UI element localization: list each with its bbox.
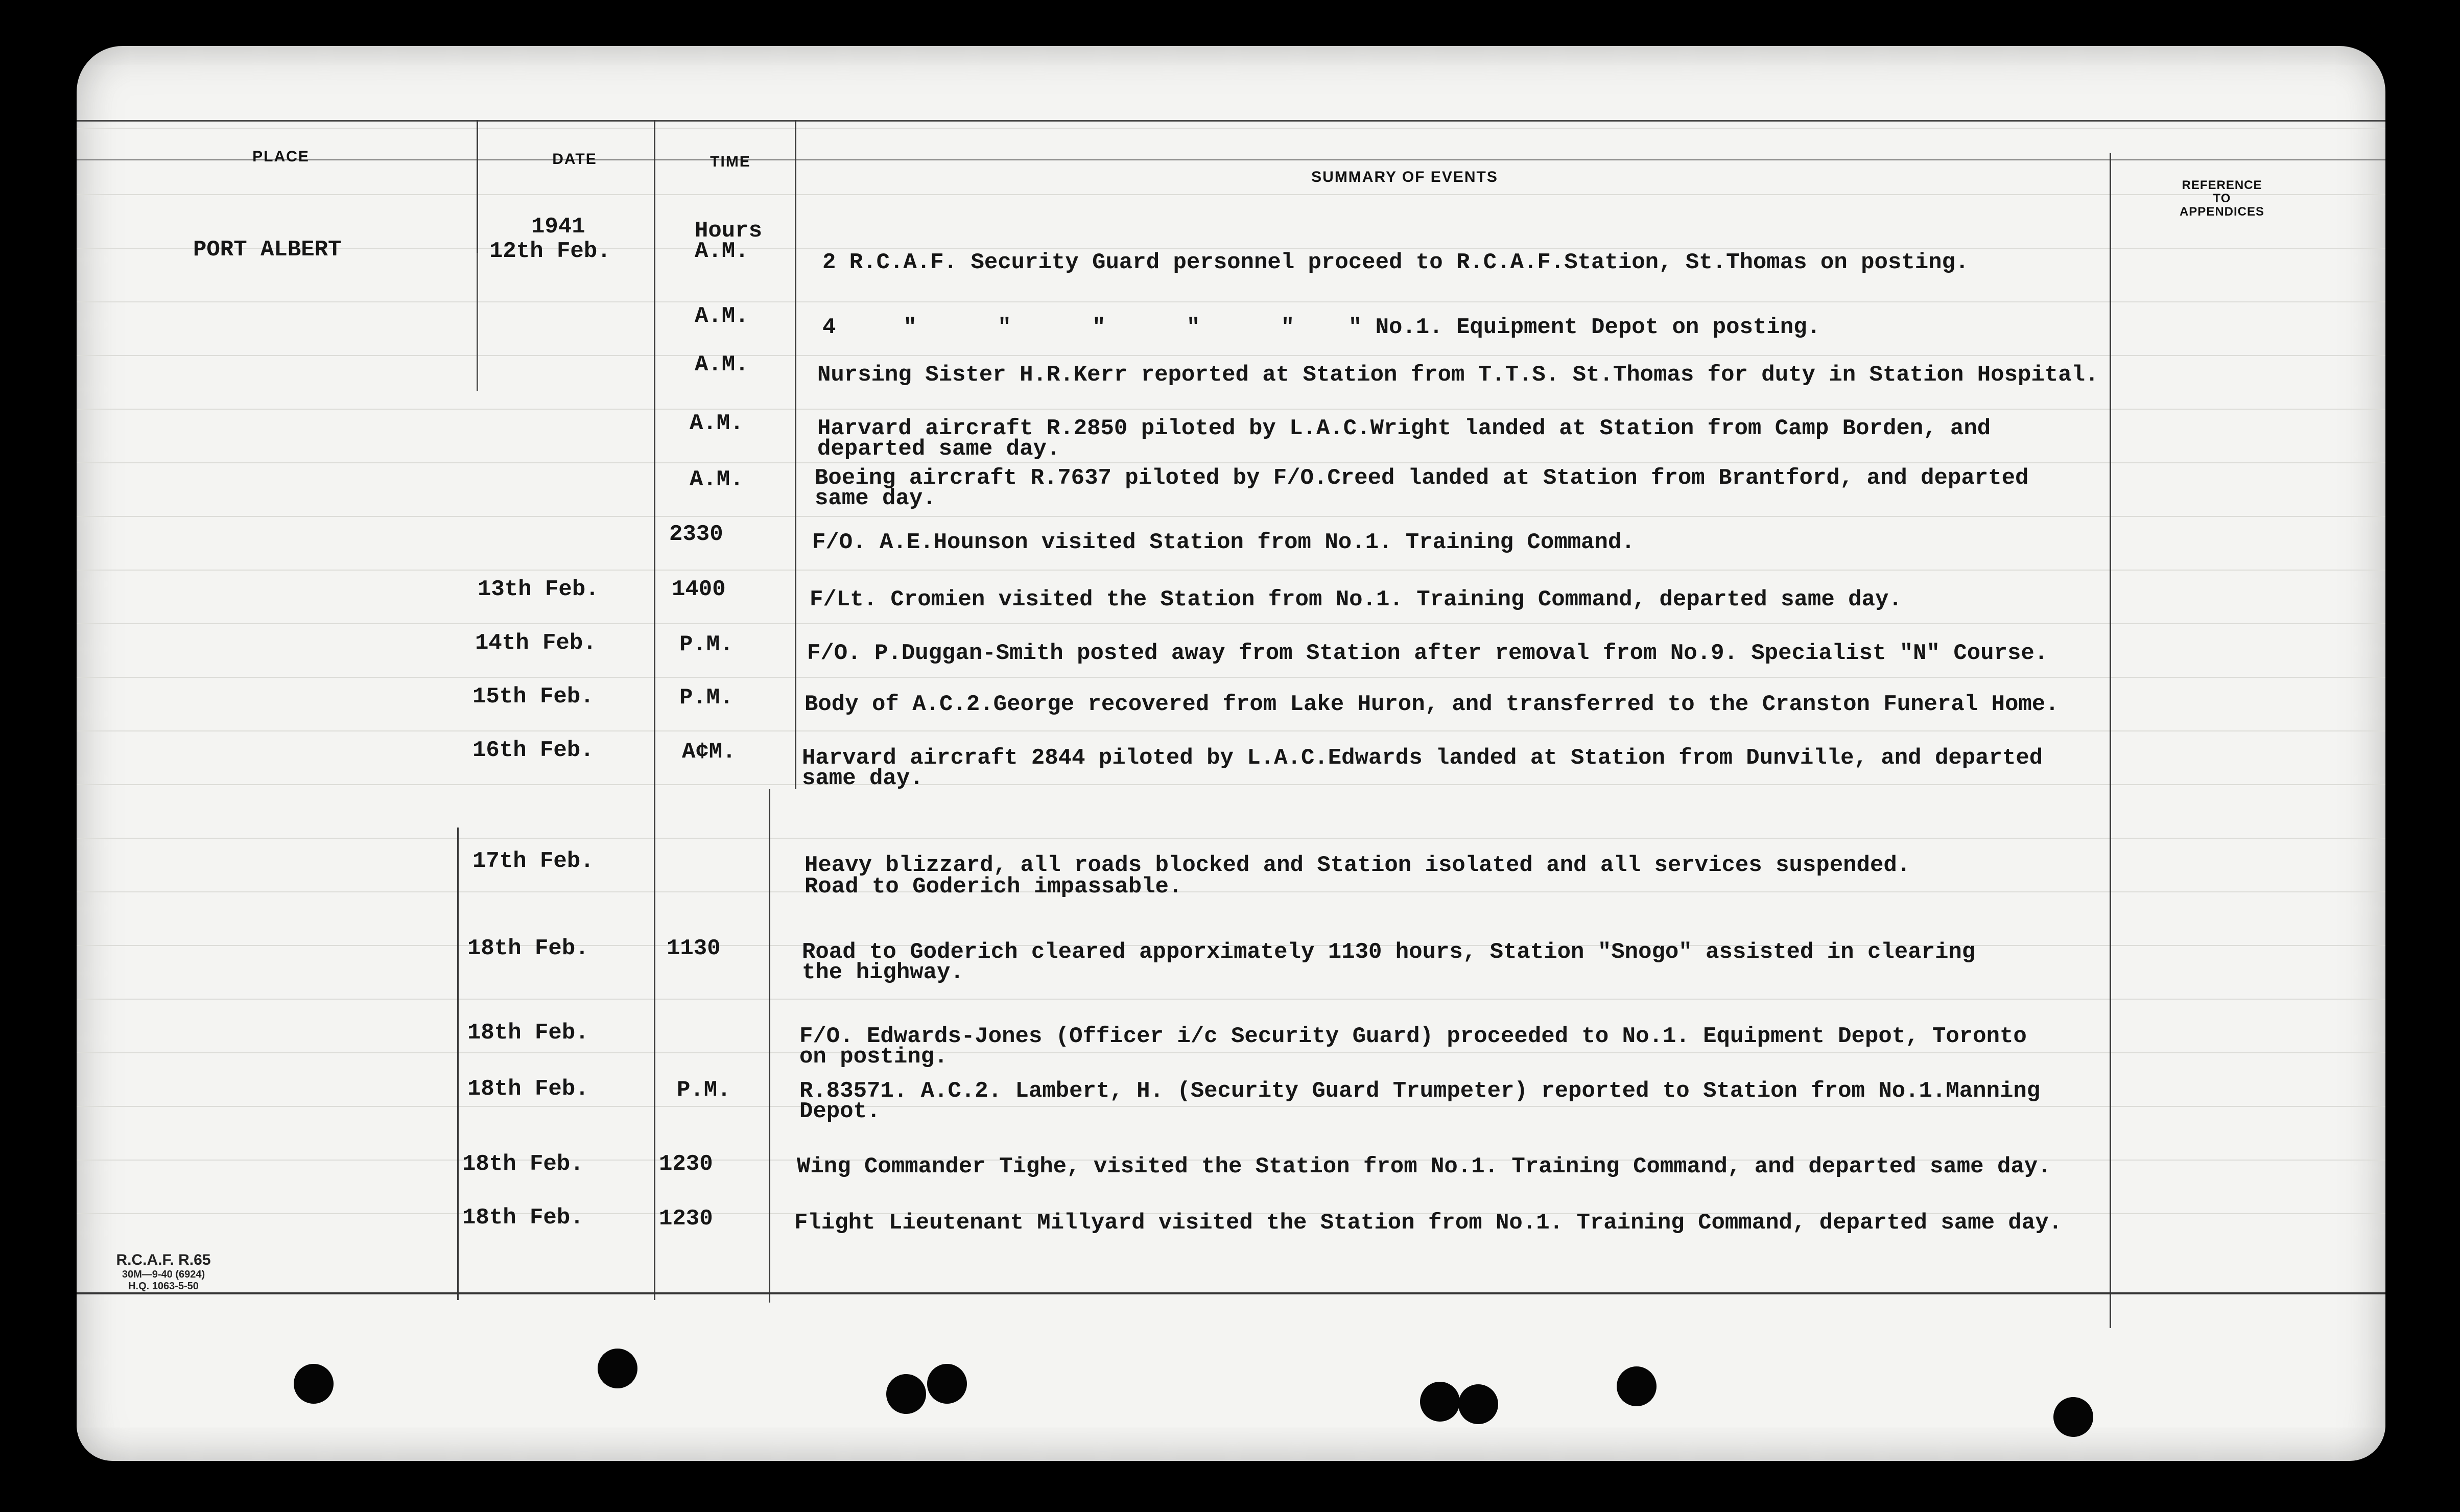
entry-date: 18th Feb. — [462, 1205, 584, 1231]
entry-summary: Harvard aircraft 2844 piloted by L.A.C.Edwards landed at Station from Dunville, and departed — [802, 745, 2043, 771]
entry-summary: Boeing aircraft R.7637 piloted by F/O.Creed landed at Station from Brantford, and departed — [815, 465, 2029, 491]
header-reference-line2: TO — [2213, 192, 2231, 205]
ruled-line — [77, 1052, 2385, 1053]
column-divider-place-lower — [457, 828, 459, 1300]
ruled-line — [77, 409, 2385, 410]
punch-hole — [1420, 1382, 1460, 1422]
header-date: DATE — [552, 151, 597, 168]
entry-summary: Harvard aircraft R.2850 piloted by L.A.C.Wright landed at Station from Camp Borden, and — [817, 416, 1991, 441]
entry-summary: F/Lt. Cromien visited the Station from No.1. Training Command, departed same day. — [810, 587, 1902, 612]
entry-summary-continued: same day. — [815, 486, 936, 511]
ruled-line — [77, 462, 2385, 463]
entry-date: 18th Feb. — [467, 936, 589, 961]
entry-time: P.M. — [677, 1077, 731, 1103]
entry-time: 1230 — [659, 1151, 713, 1177]
entry-summary: Nursing Sister H.R.Kerr reported at Station from T.T.S. St.Thomas for duty in Station Hospital. — [817, 362, 2099, 388]
entry-date: 18th Feb. — [467, 1076, 589, 1102]
header-reference — [2145, 179, 2299, 219]
entry-time: A.M. — [695, 239, 749, 264]
entry-date: 15th Feb. — [472, 684, 594, 710]
entry-summary: Flight Lieutenant Millyard visited the Station from No.1. Training Command, departed same day. — [794, 1210, 2063, 1236]
year: 1941 — [531, 214, 585, 240]
entry-time: A.M. — [690, 411, 744, 436]
header-place: PLACE — [252, 148, 310, 165]
ruled-line — [77, 516, 2385, 517]
column-divider-time-lower — [769, 789, 770, 1303]
punch-hole — [294, 1364, 334, 1404]
ruled-line — [77, 677, 2385, 678]
entry-summary: Heavy blizzard, all roads blocked and Station isolated and all services suspended. — [805, 853, 1911, 878]
ruled-line — [77, 194, 2385, 195]
entry-date: 14th Feb. — [475, 630, 597, 656]
entry-summary-continued: the highway. — [802, 960, 964, 985]
column-divider-place — [477, 120, 478, 253]
entry-summary-continued: same day. — [802, 766, 924, 791]
form-code — [92, 1251, 235, 1292]
punch-hole — [927, 1364, 967, 1404]
form-code-title: R.C.A.F. R.65 — [116, 1251, 211, 1268]
column-divider-time — [795, 120, 796, 789]
entry-summary: Wing Commander Tighe, visited the Station from No.1. Training Command, and departed same day. — [797, 1154, 2051, 1179]
ruled-line — [77, 355, 2385, 356]
entry-time: 2330 — [669, 522, 723, 547]
entry-date: 12th Feb. — [489, 239, 611, 264]
column-divider-place — [477, 253, 478, 391]
entry-date: 18th Feb. — [467, 1020, 589, 1046]
entry-date: 13th Feb. — [478, 577, 599, 602]
entry-time: P.M. — [679, 632, 734, 657]
header-time: TIME — [710, 153, 751, 170]
punch-hole — [1617, 1366, 1657, 1406]
header-summary: SUMMARY OF EVENTS — [1311, 169, 1498, 185]
ruled-line — [77, 784, 2385, 785]
entry-date: 17th Feb. — [472, 848, 594, 874]
entry-summary: F/O. P.Duggan-Smith posted away from Station after removal from No.9. Specialist "N" Course. — [807, 641, 2048, 666]
form-code-print-run: 30M—9-40 (6924) — [122, 1269, 205, 1280]
ruled-line — [77, 838, 2385, 839]
entry-time: 1400 — [672, 577, 726, 602]
entry-summary-continued: Depot. — [799, 1099, 881, 1124]
entry-summary: F/O. Edwards-Jones (Officer i/c Security Guard) proceeded to No.1. Equipment Depot, Toronto — [799, 1024, 2027, 1049]
punch-hole — [598, 1349, 637, 1388]
entry-time: P.M. — [679, 685, 734, 711]
punch-hole — [2053, 1397, 2093, 1437]
ruled-line — [77, 623, 2385, 624]
ruled-line — [77, 128, 2385, 129]
entry-summary: Road to Goderich cleared apporximately 1130 hours, Station "Snogo" assisted in clearing — [802, 939, 1976, 965]
punch-hole — [886, 1374, 926, 1414]
ruled-line — [77, 999, 2385, 1000]
entry-summary-continued: departed same day. — [817, 436, 1060, 462]
diary-sheet — [77, 46, 2385, 1461]
place-name: PORT ALBERT — [193, 237, 342, 263]
entry-summary: R.83571. A.C.2. Lambert, H. (Security Guard Trumpeter) reported to Station from No.1.Manning — [799, 1078, 2041, 1104]
ruled-line — [77, 570, 2385, 571]
ruled-line — [77, 730, 2385, 731]
entry-date: 16th Feb. — [472, 738, 594, 763]
entry-summary: 4 " " " " " " No.1. Equipment Depot on posting. — [822, 315, 1820, 340]
bottom-rule — [77, 1292, 2385, 1294]
header-reference-line3: APPENDICES — [2179, 205, 2265, 219]
entry-time: A.M. — [690, 467, 744, 492]
entry-time: A¢M. — [682, 739, 736, 765]
entry-time: A.M. — [695, 303, 749, 329]
header-reference-line1: REFERENCE — [2182, 178, 2262, 192]
column-divider-summary — [2110, 153, 2111, 1328]
ruled-line — [77, 248, 2385, 249]
column-divider-date — [654, 120, 655, 1300]
form-code-hq-ref: H.Q. 1063-5-50 — [128, 1281, 199, 1292]
entry-summary-continued: on posting. — [799, 1044, 948, 1070]
ruled-line — [77, 301, 2385, 302]
entry-summary: Body of A.C.2.George recovered from Lake Huron, and transferred to the Cranston Funeral Home. — [805, 692, 2059, 717]
entry-summary: 2 R.C.A.F. Security Guard personnel proceed to R.C.A.F.Station, St.Thomas on posting. — [822, 250, 1969, 275]
entry-date: 18th Feb. — [462, 1151, 584, 1177]
entry-summary: F/O. A.E.Hounson visited Station from No.1. Training Command. — [812, 530, 1635, 555]
header-top-rule — [77, 120, 2385, 122]
header-bottom-rule — [77, 159, 2385, 160]
entry-time: 1230 — [659, 1206, 713, 1232]
entry-summary-continued: Road to Goderich impassable. — [805, 874, 1182, 900]
entry-time: A.M. — [695, 352, 749, 377]
ruled-line — [77, 1106, 2385, 1107]
ruled-line — [77, 891, 2385, 892]
entry-time: 1130 — [667, 936, 721, 961]
punch-hole — [1458, 1384, 1498, 1424]
hours-label: Hours — [695, 218, 763, 244]
